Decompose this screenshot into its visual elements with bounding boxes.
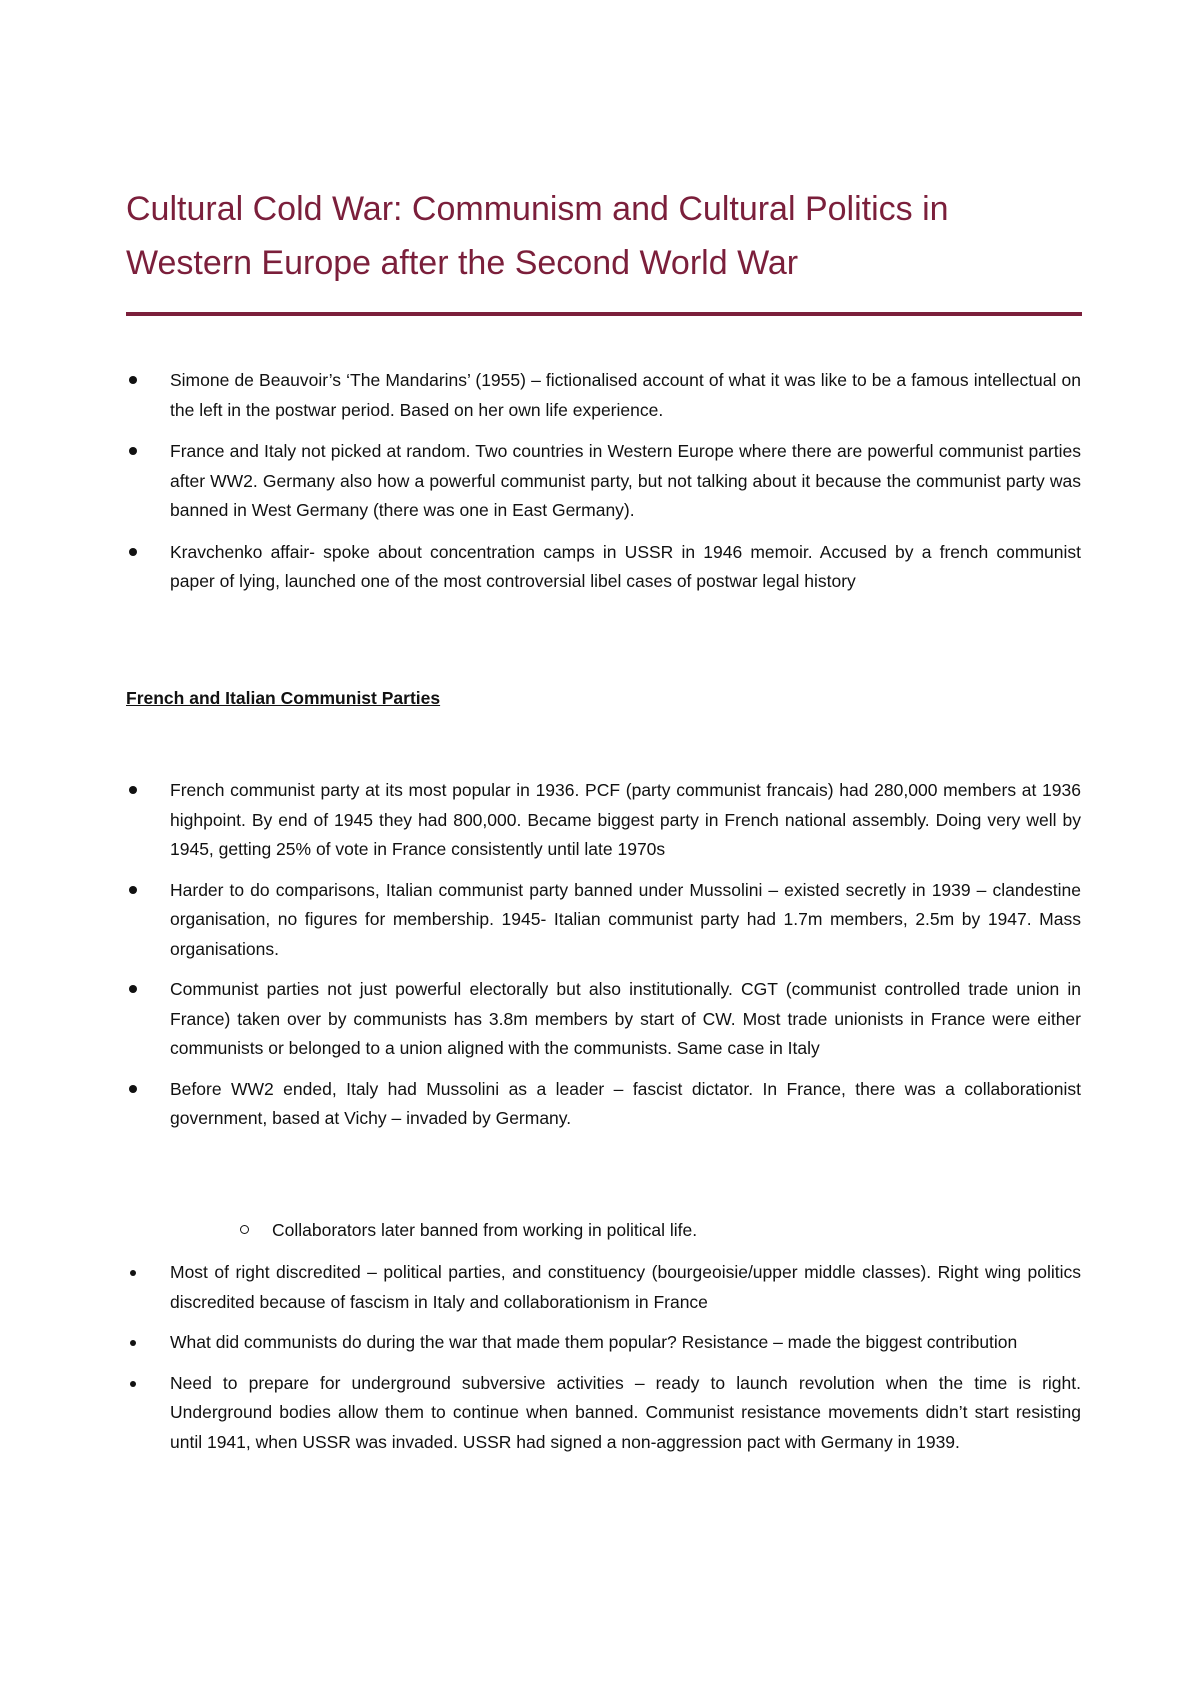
bullet-icon [130,1381,136,1387]
bullet-icon [129,376,137,384]
bullet-text: Most of right discredited – political parties, and constituency (bourgeoisie/upper middle classes). Right wing politics discredited because of fascism in Italy and collaborationism in France [170,1262,1081,1312]
bullet-text: Need to prepare for underground subversive activities – ready to launch revolution when the time is right. Underground bodies allow them to continue when banned. Communist resistance movements didn’t start resisting until 1941, when USSR was invaded. USSR had signed a non-aggression pact with Germany in 1939. [170,1372,1081,1452]
bullet-icon [129,985,137,993]
intro-bullet-list [126,366,1081,597]
bullet-text: France and Italy not picked at random. Two countries in Western Europe where there are powerful communist parties after WW2. Germany also how a powerful communist party, but not talking about it because the communist party was banned in West Germany (there was one in East Germany). [170,441,1081,520]
bullet-text: Communist parties not just powerful electorally but also institutionally. CGT (communist controlled trade union in France) taken over by communists has 3.8m members by start of CW. Most trade unionists in France were either communists or belonged to a union aligned with the communists. Same case in Italy [170,979,1081,1058]
section-bullet-list [126,776,1081,1145]
bullet-text: What did communists do during the war that made them popular? Resistance – made the biggest contribution [170,1332,1018,1352]
bullet-text: Simone de Beauvoir’s ‘The Mandarins’ (1955) – fictionalised account of what it was like to be a famous intellectual on the left in the postwar period. Based on her own life experience. [170,370,1081,420]
list-item [126,876,1081,965]
bullet-icon [129,786,137,794]
title-line-1: Cultural Cold War: Communism and Cultural Politics in [126,190,949,228]
title-line-2: Western Europe after the Second World War [126,244,799,282]
list-item [126,366,1081,425]
bullet-icon [129,447,137,455]
bullet-icon [129,1085,137,1093]
list-item [126,1258,1081,1317]
list-item [126,1328,1081,1358]
bullet-text: French communist party at its most popular in 1936. PCF (party communist francais) had 280,000 members at 1936 highpoint. By end of 1945 they had 800,000. Became biggest party in French national assembly. Doing very well by 1945, getting 25% of vote in France consistently until late 1970s [170,780,1081,859]
title-divider [126,312,1082,316]
sub-list-item [236,1216,1072,1246]
bullet-icon [129,886,137,894]
bullet-icon [130,1340,136,1346]
bullet-icon [130,1270,136,1276]
section-heading: French and Italian Communist Parties [126,688,441,708]
hollow-bullet-icon [240,1225,249,1234]
list-item [126,975,1081,1064]
sub-bullet-text: Collaborators later banned from working in political life. [272,1220,698,1240]
list-item [126,538,1081,597]
bullet-text: Before WW2 ended, Italy had Mussolini as a leader – fascist dictator. In France, there was a collaborationist government, based at Vichy – invaded by Germany. [170,1078,1081,1128]
closing-bullet-list [126,1258,1081,1468]
list-item [126,776,1081,865]
bullet-text: Harder to do comparisons, Italian communist party banned under Mussolini – existed secretly in 1939 – clandestine organisation, no figures for membership. 1945- Italian communist party had 1.7m members, 2.5m by 1947. Mass organisations. [170,879,1081,959]
document-title [126,182,1086,290]
list-item [126,1369,1081,1458]
list-item [126,437,1081,526]
list-item [126,1075,1081,1134]
bullet-text: Kravchenko affair- spoke about concentration camps in USSR in 1946 memoir. Accused by a french communist paper of lying, launched one of the most controversial libel cases of postwar legal history [170,541,1081,591]
bullet-icon [129,548,137,556]
